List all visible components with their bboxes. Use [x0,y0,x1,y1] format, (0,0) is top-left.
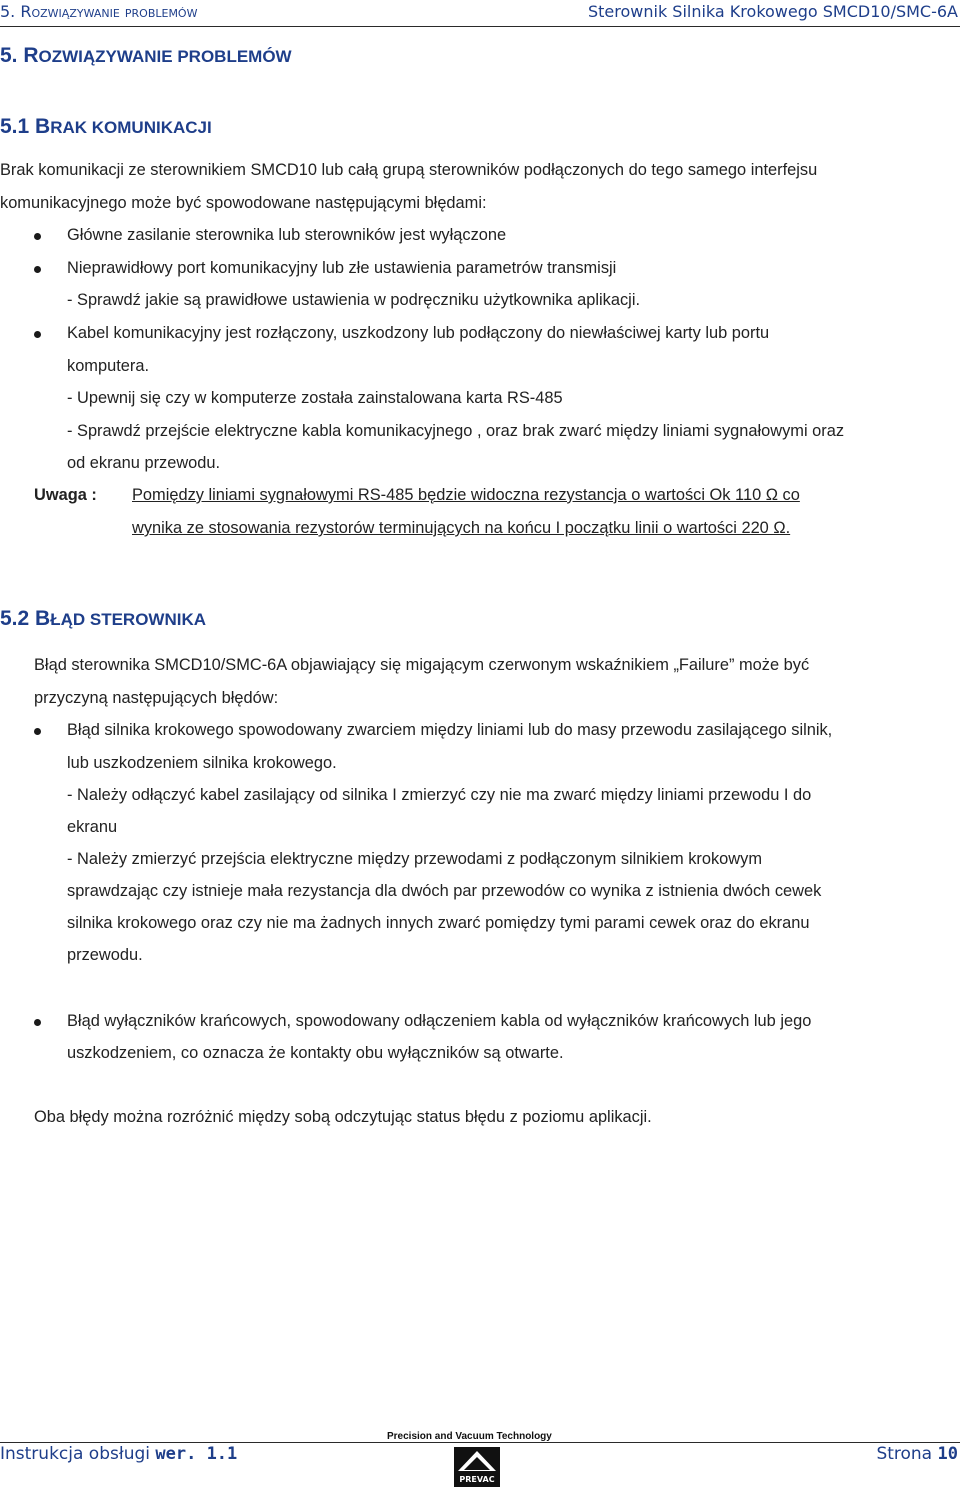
header-rule [0,26,960,27]
s1-bullet-3-sub-2-line-2: od ekranu przewodu. [67,454,221,472]
s2-bullet-1-line-2: lub uszkodzeniem silnika krokowego. [67,754,337,772]
header-left [0,2,197,21]
s2-bullet-2-line-2: uszkodzeniem, co oznacza że kontakty obu wyłączników są otwarte. [67,1044,564,1062]
note-line-2: wynika ze stosowania rezystorów terminujących na końcu I początku linii o wartości 220 Ω. [132,519,791,537]
prevac-logo [454,1447,500,1487]
footer-page-label: Strona [876,1444,938,1464]
s1-bullet-1: Główne zasilanie sterownika lub sterowników jest wyłączone [67,226,507,244]
s2-sub-2-line-3: silnika krokowego oraz czy nie ma żadnych innych zwarć pomiędzy tymi parami cewek oraz do ekranu [67,914,810,932]
note-line-1: Pomiędzy liniami sygnałowymi RS-485 będzie widoczna rezystancja o wartości Ok 110 Ω co [132,486,800,504]
footer-version: wer. 1.1 [155,1444,238,1464]
s2-sub-1-line-2: ekranu [67,818,118,836]
s1-bullet-3-sub-2-line-1: - Sprawdź przejście elektryczne kabla komunikacyjnego , oraz brak zwarć między liniami sygnałowymi oraz [67,422,845,440]
s2-sub-2-line-4: przewodu. [67,946,143,964]
s2-sub-2-line-2: sprawdzając czy istnieje mała rezystancja dla dwóch par przewodów co wynika z istnienia dwóch cewek [67,882,822,900]
s2-intro-line-2: przyczyną następujących błędów: [34,689,279,707]
page-number: 10 [937,1444,958,1464]
header-right: Sterownik Silnika Krokowego SMCD10/SMC-6A [587,2,958,21]
s1-bullet-3-sub-1: - Upewnij się czy w komputerze została zainstalowana karta RS-485 [67,389,563,407]
prevac-logo-text: PREVAC [459,1475,495,1484]
bullet-icon [34,728,41,735]
footer-tagline: Precision and Vacuum Technology [387,1431,552,1442]
footer-left [0,1444,237,1464]
section-heading-5-2 [0,607,206,631]
s1-intro-line-1: Brak komunikacji ze sterownikiem SMCD10 lub całą grupą sterowników podłączonych do tego samego interfejsu [0,161,818,179]
s2-bullet-1-line-1: Błąd silnika krokowego spowodowany zwarciem między liniami lub do masy przewodu zasilającego silnik, [67,721,833,739]
s1-bullet-3-line-2: komputera. [67,357,149,375]
footer-manual-label: Instrukcja obsługi [0,1444,156,1464]
section-heading-5-2-lead: 5.2 B [0,607,51,630]
bullet-icon [34,1019,41,1026]
footer-page [876,1444,958,1464]
s2-sub-1-line-1: - Należy odłączyć kabel zasilający od silnika I zmierzyć czy nie ma zwarć między liniami przewodu I do [67,786,812,804]
header-chapter-number: 5. [0,2,21,21]
s1-bullet-3-line-1: Kabel komunikacyjny jest rozłączony, uszkodzony lub podłączony do niewłaściwej karty lub portu [67,324,770,342]
page-title-rest: OZWIĄZYWANIE PROBLEMÓW [38,47,292,66]
section-heading-5-1-lead: 5.1 B [0,115,51,138]
s2-bullet-2-line-1: Błąd wyłączników krańcowych, spowodowany odłączeniem kabla od wyłączników krańcowych lub jego [67,1012,812,1030]
s1-intro-line-2: komunikacyjnego może być spowodowane następującymi błędami: [0,194,487,212]
s2-sub-2-line-1: - Należy zmierzyć przejścia elektryczne między przewodami z podłączonym silnikiem krokowym [67,850,762,868]
section-heading-5-1 [0,115,212,139]
page-title [0,44,292,68]
s1-bullet-2: Nieprawidłowy port komunikacyjny lub złe ustawienia parametrów transmisji [67,259,617,277]
section-heading-5-1-rest: RAK KOMUNIKACJI [50,118,212,137]
header-chapter-title: Rozwiązywanie problemów [20,2,198,21]
bullet-icon [34,331,41,338]
prevac-logo-icon [454,1447,500,1487]
bullet-icon [34,233,41,240]
s1-bullet-2-sub: - Sprawdź jakie są prawidłowe ustawienia w podręczniku użytkownika aplikacji. [67,291,641,309]
note-label: Uwaga : [34,486,97,504]
footer-rule [0,1442,960,1443]
section-heading-5-2-rest: ŁĄD STEROWNIKA [50,610,207,629]
s2-intro-line-1: Błąd sterownika SMCD10/SMC-6A objawiający się migającym czerwonym wskaźnikiem „Failure” może być [34,656,810,674]
s2-closing: Oba błędy można rozróżnić między sobą odczytując status błędu z poziomu aplikacji. [34,1108,652,1126]
page-title-lead: 5. R [0,44,39,67]
bullet-icon [34,266,41,273]
